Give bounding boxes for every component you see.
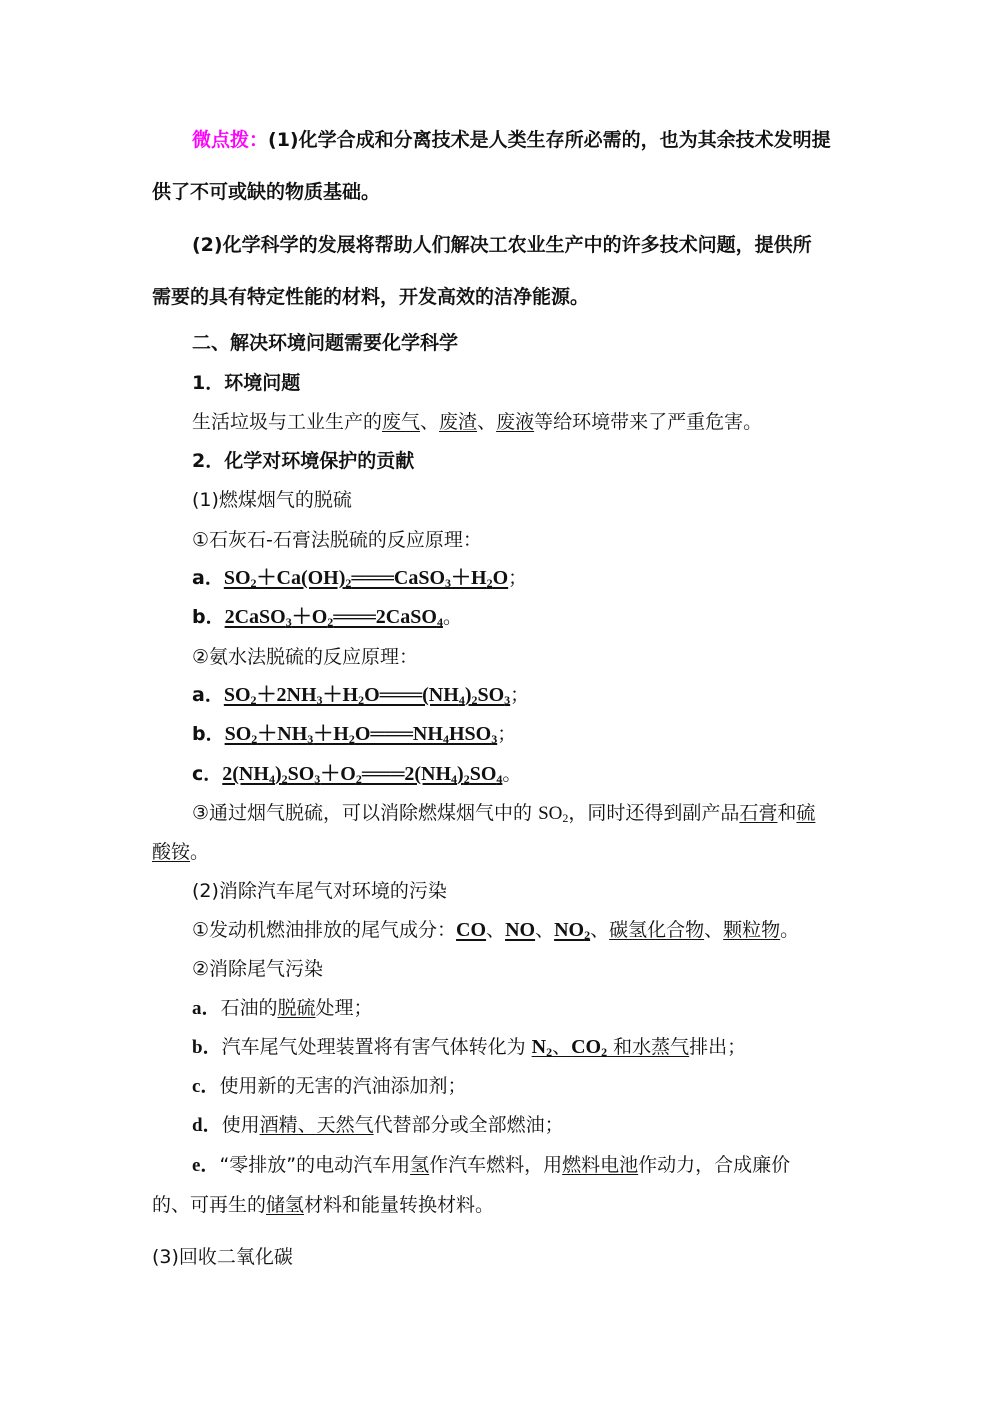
text-run: ③通过烟气脱硫，可以消除燃煤烟气中的 $SO_2$，同时还得到副产品 — [192, 802, 740, 825]
measure-a — [192, 996, 892, 1021]
measure-b — [192, 1035, 892, 1060]
blank-answer: 脱硫 — [277, 997, 316, 1019]
equation-end: 。 — [442, 606, 462, 628]
blank-answer: 酒精、天然气 — [259, 1114, 374, 1136]
equation-label: b． — [192, 606, 225, 628]
text-run: 汽车尾气处理装置将有害气体转化为 — [221, 1036, 532, 1058]
blank-answer: 硫 — [796, 802, 816, 824]
chemical-equation: $SO_2+2NH_3+H_2O═══(NH_4)_2SO_3$ — [223, 684, 511, 707]
measure-e-line-2 — [152, 1193, 852, 1217]
tip-paragraph-2-line-1: (2)化学科学的发展将帮助人们解决工农业生产中的许多技术问题，提供所 — [192, 234, 812, 256]
item-label: b． — [192, 1037, 222, 1058]
equation-label: a． — [192, 684, 224, 706]
tip-text: (1)化学合成和分离技术是人类生存所必需的，也为其余技术发明提 — [268, 129, 831, 151]
subsection-2-heading: (2)消除汽车尾气对环境的污染 — [192, 880, 447, 902]
text-run: 生活垃圾与工业生产的 — [192, 411, 383, 433]
blank-answer: 燃料电池 — [562, 1154, 639, 1176]
ammonia-method-heading: ②氨水法脱硫的反应原理： — [192, 646, 419, 668]
text-run: 、 — [477, 411, 497, 433]
text-run: 代替部分或全部燃油； — [373, 1114, 564, 1136]
text-run: 石油的 — [220, 997, 278, 1019]
text-run: 、 — [420, 411, 440, 433]
exhaust-components — [192, 918, 892, 942]
blank-answer: 颗粒物 — [723, 919, 781, 941]
chemical-equation: $SO_2+NH_3+H_2O═══NH_4HSO_3$ — [224, 723, 498, 746]
text-run: 、 — [590, 919, 610, 941]
item-label: c． — [192, 1076, 220, 1097]
equation-end: ； — [508, 567, 528, 589]
text-run: 、 — [535, 919, 555, 941]
byproduct-line-2 — [152, 840, 852, 864]
text-run: 。 — [780, 919, 800, 941]
item-1-heading: 1．环境问题 — [192, 372, 301, 394]
item-label: e． — [192, 1155, 220, 1176]
measure-c — [192, 1074, 892, 1099]
blank-answer: CO — [456, 919, 487, 941]
limestone-equation-a — [192, 566, 892, 590]
text-run: 使用 — [221, 1114, 260, 1136]
limestone-method-heading: ①石灰石-石膏法脱硫的反应原理： — [192, 529, 482, 551]
blank-answer: 废气 — [382, 411, 421, 433]
limestone-equation-b — [192, 605, 892, 629]
chemical-equation: $2(NH_4)_2SO_3+O_2═══2(NH_4)_2SO_4$ — [222, 763, 503, 786]
byproduct-line-1 — [192, 801, 892, 826]
text-run: 、 — [486, 919, 506, 941]
text-run: 排出； — [689, 1036, 747, 1058]
item-label: d． — [192, 1115, 222, 1136]
blank-answer: 碳氢化合物 — [609, 919, 705, 941]
tip-paragraph-1-line-2: 供了不可或缺的物质基础。 — [152, 181, 381, 203]
eliminate-pollution-heading: ②消除尾气污染 — [192, 958, 324, 980]
tip-paragraph-2-line-2: 需要的具有特定性能的材料，开发高效的洁净能源。 — [152, 286, 590, 308]
ammonia-equation-a — [192, 683, 892, 707]
environment-problem-text — [192, 410, 892, 434]
text-run: 等给环境带来了严重危害。 — [534, 411, 763, 433]
equation-end: ； — [497, 723, 517, 745]
text-run: 和 — [777, 802, 797, 824]
tip-paragraph-1-line-1 — [192, 128, 892, 152]
blank-answer: $N_2$、$CO_2$ 和水蒸气 — [531, 1036, 690, 1059]
text-run: 使用新的无害的汽油添加剂； — [219, 1075, 467, 1097]
text-run: “零排放”的电动汽车用 — [219, 1154, 411, 1176]
text-run: ①发动机燃油排放的尾气成分： — [192, 919, 457, 941]
blank-answer: 废渣 — [439, 411, 478, 433]
text-run: 作汽车燃料，用 — [429, 1154, 563, 1176]
blank-answer: 储氢 — [266, 1194, 305, 1216]
chemical-equation: $SO_2+Ca(OH)_2═══CaSO_3+H_2O$ — [223, 567, 509, 590]
item-2-heading: 2．化学对环境保护的贡献 — [192, 450, 415, 472]
blank-answer: $NO_2$ — [554, 919, 591, 942]
section-heading: 二、解决环境问题需要化学科学 — [192, 332, 459, 354]
chemical-equation: $2CaSO_3+O_2═══2CaSO_4$ — [224, 606, 443, 629]
equation-end: 。 — [502, 763, 522, 785]
subsection-3-heading: (3)回收二氧化碳 — [152, 1246, 293, 1268]
tip-label: 微点拨： — [192, 129, 269, 151]
blank-answer: NO — [505, 919, 536, 941]
blank-answer: 酸铵 — [152, 841, 191, 863]
ammonia-equation-b — [192, 722, 892, 746]
subsection-1-heading: (1)燃煤烟气的脱硫 — [192, 489, 352, 511]
equation-label: c． — [192, 763, 223, 785]
text-run: 材料和能量转换材料。 — [304, 1194, 495, 1216]
text-run: 处理； — [315, 997, 373, 1019]
equation-end: ； — [510, 684, 530, 706]
text-run: 。 — [190, 841, 210, 863]
equation-label: b． — [192, 723, 225, 745]
blank-answer: 氢 — [410, 1154, 430, 1176]
equation-label: a． — [192, 567, 224, 589]
measure-d — [192, 1113, 892, 1138]
measure-e-line-1 — [192, 1153, 892, 1178]
item-label: a． — [192, 998, 221, 1019]
text-run: 的、可再生的 — [152, 1194, 267, 1216]
text-run: 作动力，合成廉价 — [638, 1154, 791, 1176]
ammonia-equation-c — [192, 762, 892, 786]
text-run: 、 — [704, 919, 724, 941]
blank-answer: 废液 — [496, 411, 535, 433]
blank-answer: 石膏 — [739, 802, 778, 824]
